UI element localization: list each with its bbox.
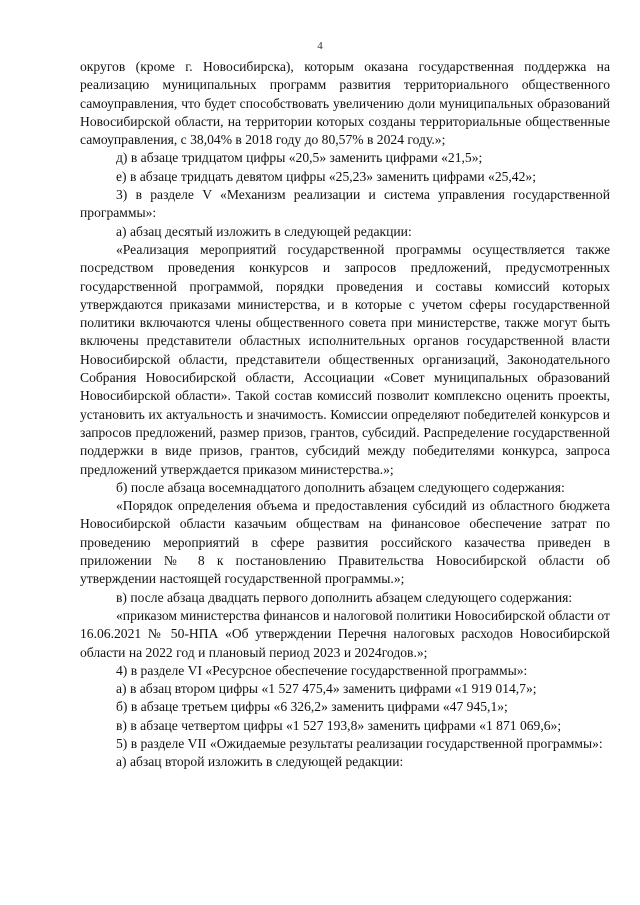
paragraph: в) в абзаце четвертом цифры «1 527 193,8» заменить цифрами «1 871 069,6»; [116, 717, 562, 733]
page-number: 4 [317, 40, 323, 52]
paragraph: «Реализация мероприятий государственной программы осуществляется также посредством проведения конкурсов и запросов предложений, предусмотренных государственной программой, порядки проведения и составы комиссий которых утверждаются приказами министерства, и в которые с учетом сферы государственной политики включаются члены общественного совета при министерстве, также могут быть включены представители областных исполнительных органов государственной власти Новосибирской области, представители общественных организаций, Законодательного Собрания Новосибирской области, Ассоциации «Совет муниципальных образований Новосибирской области». Такой состав комиссий позволит комплексно оценить проекты, установить их актуальность и значимость. Комиссии определяют победителей конкурсов и запросов предложений, размер призов, грантов, субсидий. Распределение государственной поддержки в виде призов, грантов, субсидий между победителями конкурса, запроса предложений утверждается приказом министерства.»; [80, 241, 610, 477]
paragraph: «Порядок определения объема и предоставления субсидий из областного бюджета Новосибирской области казачьим обществам на финансовое обеспечение затрат по проведению мероприятий в сфере развития российского казачества приведен в приложении № 8 к постановлению Правительства Новосибирской области об утверждении настоящей государственной программы.»; [80, 498, 610, 587]
paragraph: 5) в разделе VII «Ожидаемые результаты реализации государственной программы»: [116, 735, 603, 751]
document-body [80, 58, 610, 772]
paragraph: а) абзац второй изложить в следующей редакции: [116, 754, 404, 770]
paragraph: 4) в разделе VI «Ресурсное обеспечение государственной программы»: [116, 662, 528, 678]
paragraph: а) абзац десятый изложить в следующей редакции: [116, 223, 412, 239]
paragraph: б) в абзаце третьем цифры «6 326,2» заменить цифрами «47 945,1»; [116, 699, 508, 715]
paragraph: а) в абзац втором цифры «1 527 475,4» заменить цифрами «1 919 014,7»; [116, 681, 537, 697]
paragraph: д) в абзаце тридцатом цифры «20,5» заменить цифрами «21,5»; [116, 150, 483, 166]
paragraph: б) после абзаца восемнадцатого дополнить абзацем следующего содержания: [116, 479, 565, 495]
paragraph: «приказом министерства финансов и налоговой политики Новосибирской области от 16.06.2021 № 50-НПА «Об утверждении Перечня налоговых расходов Новосибирской области на 2022 год и плановый период 2023 и 2024годов.»; [80, 607, 610, 660]
paragraph: 3) в разделе V «Механизм реализации и система управления государственной программы»: [80, 187, 610, 221]
paragraph: в) после абзаца двадцать первого дополнить абзацем следующего содержания: [116, 589, 573, 605]
paragraph: округов (кроме г. Новосибирска), которым оказана государственная поддержка на реализацию муниципальных программ развития территориального общественного самоуправления, что будет способствовать увеличению доли муниципальных образований Новосибирской области, на территории которых созданы территориальные общественные самоуправления, с 38,04% в 2018 году до 80,57% в 2024 году.»; [80, 59, 610, 148]
paragraph: е) в абзаце тридцать девятом цифры «25,23» заменить цифрами «25,42»; [116, 168, 536, 184]
